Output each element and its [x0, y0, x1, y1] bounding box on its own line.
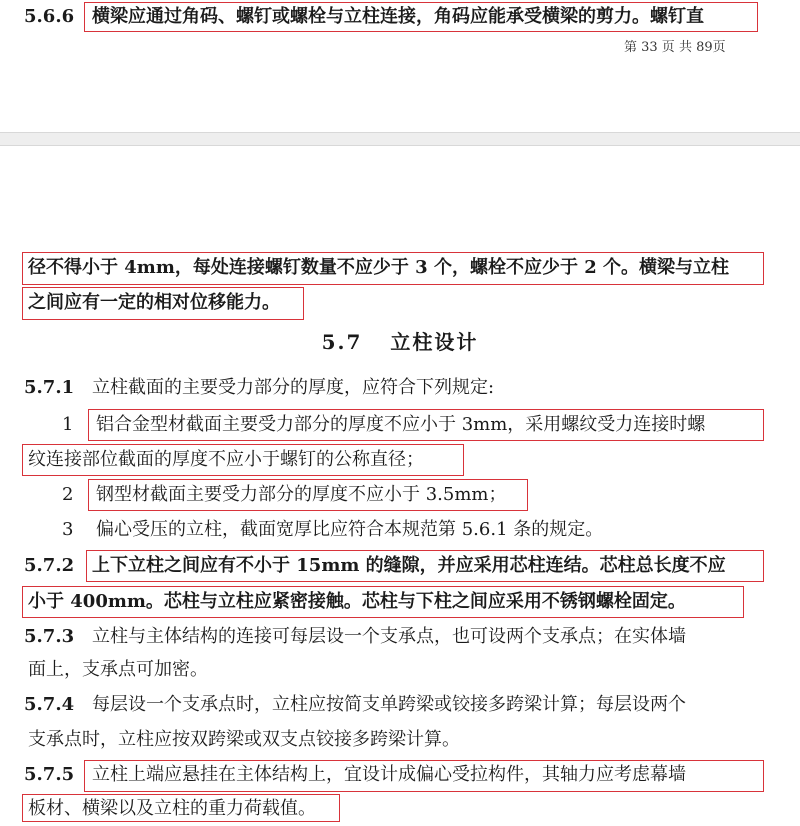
highlight-box [22, 794, 340, 822]
highlight-box [22, 444, 464, 476]
item-number: 2 [62, 484, 74, 505]
continuation-line-2: 之间应有一定的相对位移能力。 [28, 292, 280, 313]
highlight-box [88, 479, 528, 511]
item-text: 钢型材截面主要受力部分的厚度不应小于 3.5mm； [96, 484, 507, 505]
clause-number: 5.7.1 [24, 377, 75, 398]
text-span: 个。横梁与立柱 [596, 257, 730, 278]
section-title [0, 326, 800, 355]
text-span: 3 [415, 257, 428, 278]
clause-5-7-1-item-1-line-2: 纹连接部位截面的厚度不应小于螺钉的公称直径； [28, 449, 424, 470]
highlight-box [22, 287, 304, 320]
highlight-box [22, 252, 764, 285]
item-text: 偏心受压的立柱，截面宽厚比应符合本规范第 5.6.1 条的规定。 [96, 519, 604, 540]
item-text: 铝合金型材截面主要受力部分的厚度不应小于 3mm，采用螺纹受力连接时螺 [96, 414, 706, 435]
section-number: 5.7 [321, 330, 363, 354]
clause-number: 5.7.4 [24, 694, 75, 715]
highlight-box [22, 586, 744, 618]
item-number: 3 [62, 519, 74, 540]
highlight-box [84, 2, 758, 32]
text-span: 4mm [124, 257, 175, 278]
clause-5-7-3-line-2: 面上，支承点可加密。 [28, 659, 208, 680]
text-span: 个，螺栓不应少于 [427, 257, 585, 278]
section-name: 立柱设计 [390, 330, 479, 354]
clause-text: 每层设一个支承点时，立柱应按简支单跨梁或铰接多跨梁计算；每层设两个 [92, 694, 686, 715]
clause-text: 上下立柱之间应有不小于 15mm 的缝隙，并应采用芯柱连结。芯柱总长度不应 [92, 555, 726, 576]
item-number: 1 [62, 414, 74, 435]
clause-text: 横梁应通过角码、螺钉或螺栓与立柱连接，角码应能承受横梁的剪力。螺钉直 [92, 6, 704, 27]
page-separator [0, 132, 800, 146]
clause-text: 立柱上端应悬挂在主体结构上，宜设计成偏心受拉构件，其轴力应考虑幕墙 [92, 764, 686, 785]
highlight-box [84, 760, 764, 792]
text-span: 径不得小于 [28, 257, 125, 278]
clause-number: 5.7.3 [24, 626, 75, 647]
highlight-box [88, 409, 764, 441]
clause-5-7-2-line-2: 小于 400mm。芯柱与立柱应紧密接触。芯柱与下柱之间应采用不锈钢螺栓固定。 [28, 591, 686, 612]
clause-number: 5.7.2 [24, 555, 75, 576]
clause-text: 立柱与主体结构的连接可每层设一个支承点，也可设两个支承点；在实体墙 [92, 626, 686, 647]
clause-5-7-4-line-2: 支承点时，立柱应按双跨梁或双支点铰接多跨梁计算。 [28, 729, 460, 750]
clause-5-7-5-line-2: 板材、横梁以及立柱的重力荷载值。 [28, 798, 316, 819]
clause-number: 5.7.5 [24, 764, 75, 785]
highlight-box [86, 550, 764, 582]
clause-text: 立柱截面的主要受力部分的厚度，应符合下列规定: [92, 377, 495, 398]
previous-page-fragment [0, 0, 800, 132]
page-footer: 第 33 页 共 89页 [624, 40, 726, 55]
clause-number: 5.6.6 [24, 6, 75, 27]
text-span: ，每处连接螺钉数量不应少于 [174, 257, 416, 278]
text-span: 2 [584, 257, 597, 278]
